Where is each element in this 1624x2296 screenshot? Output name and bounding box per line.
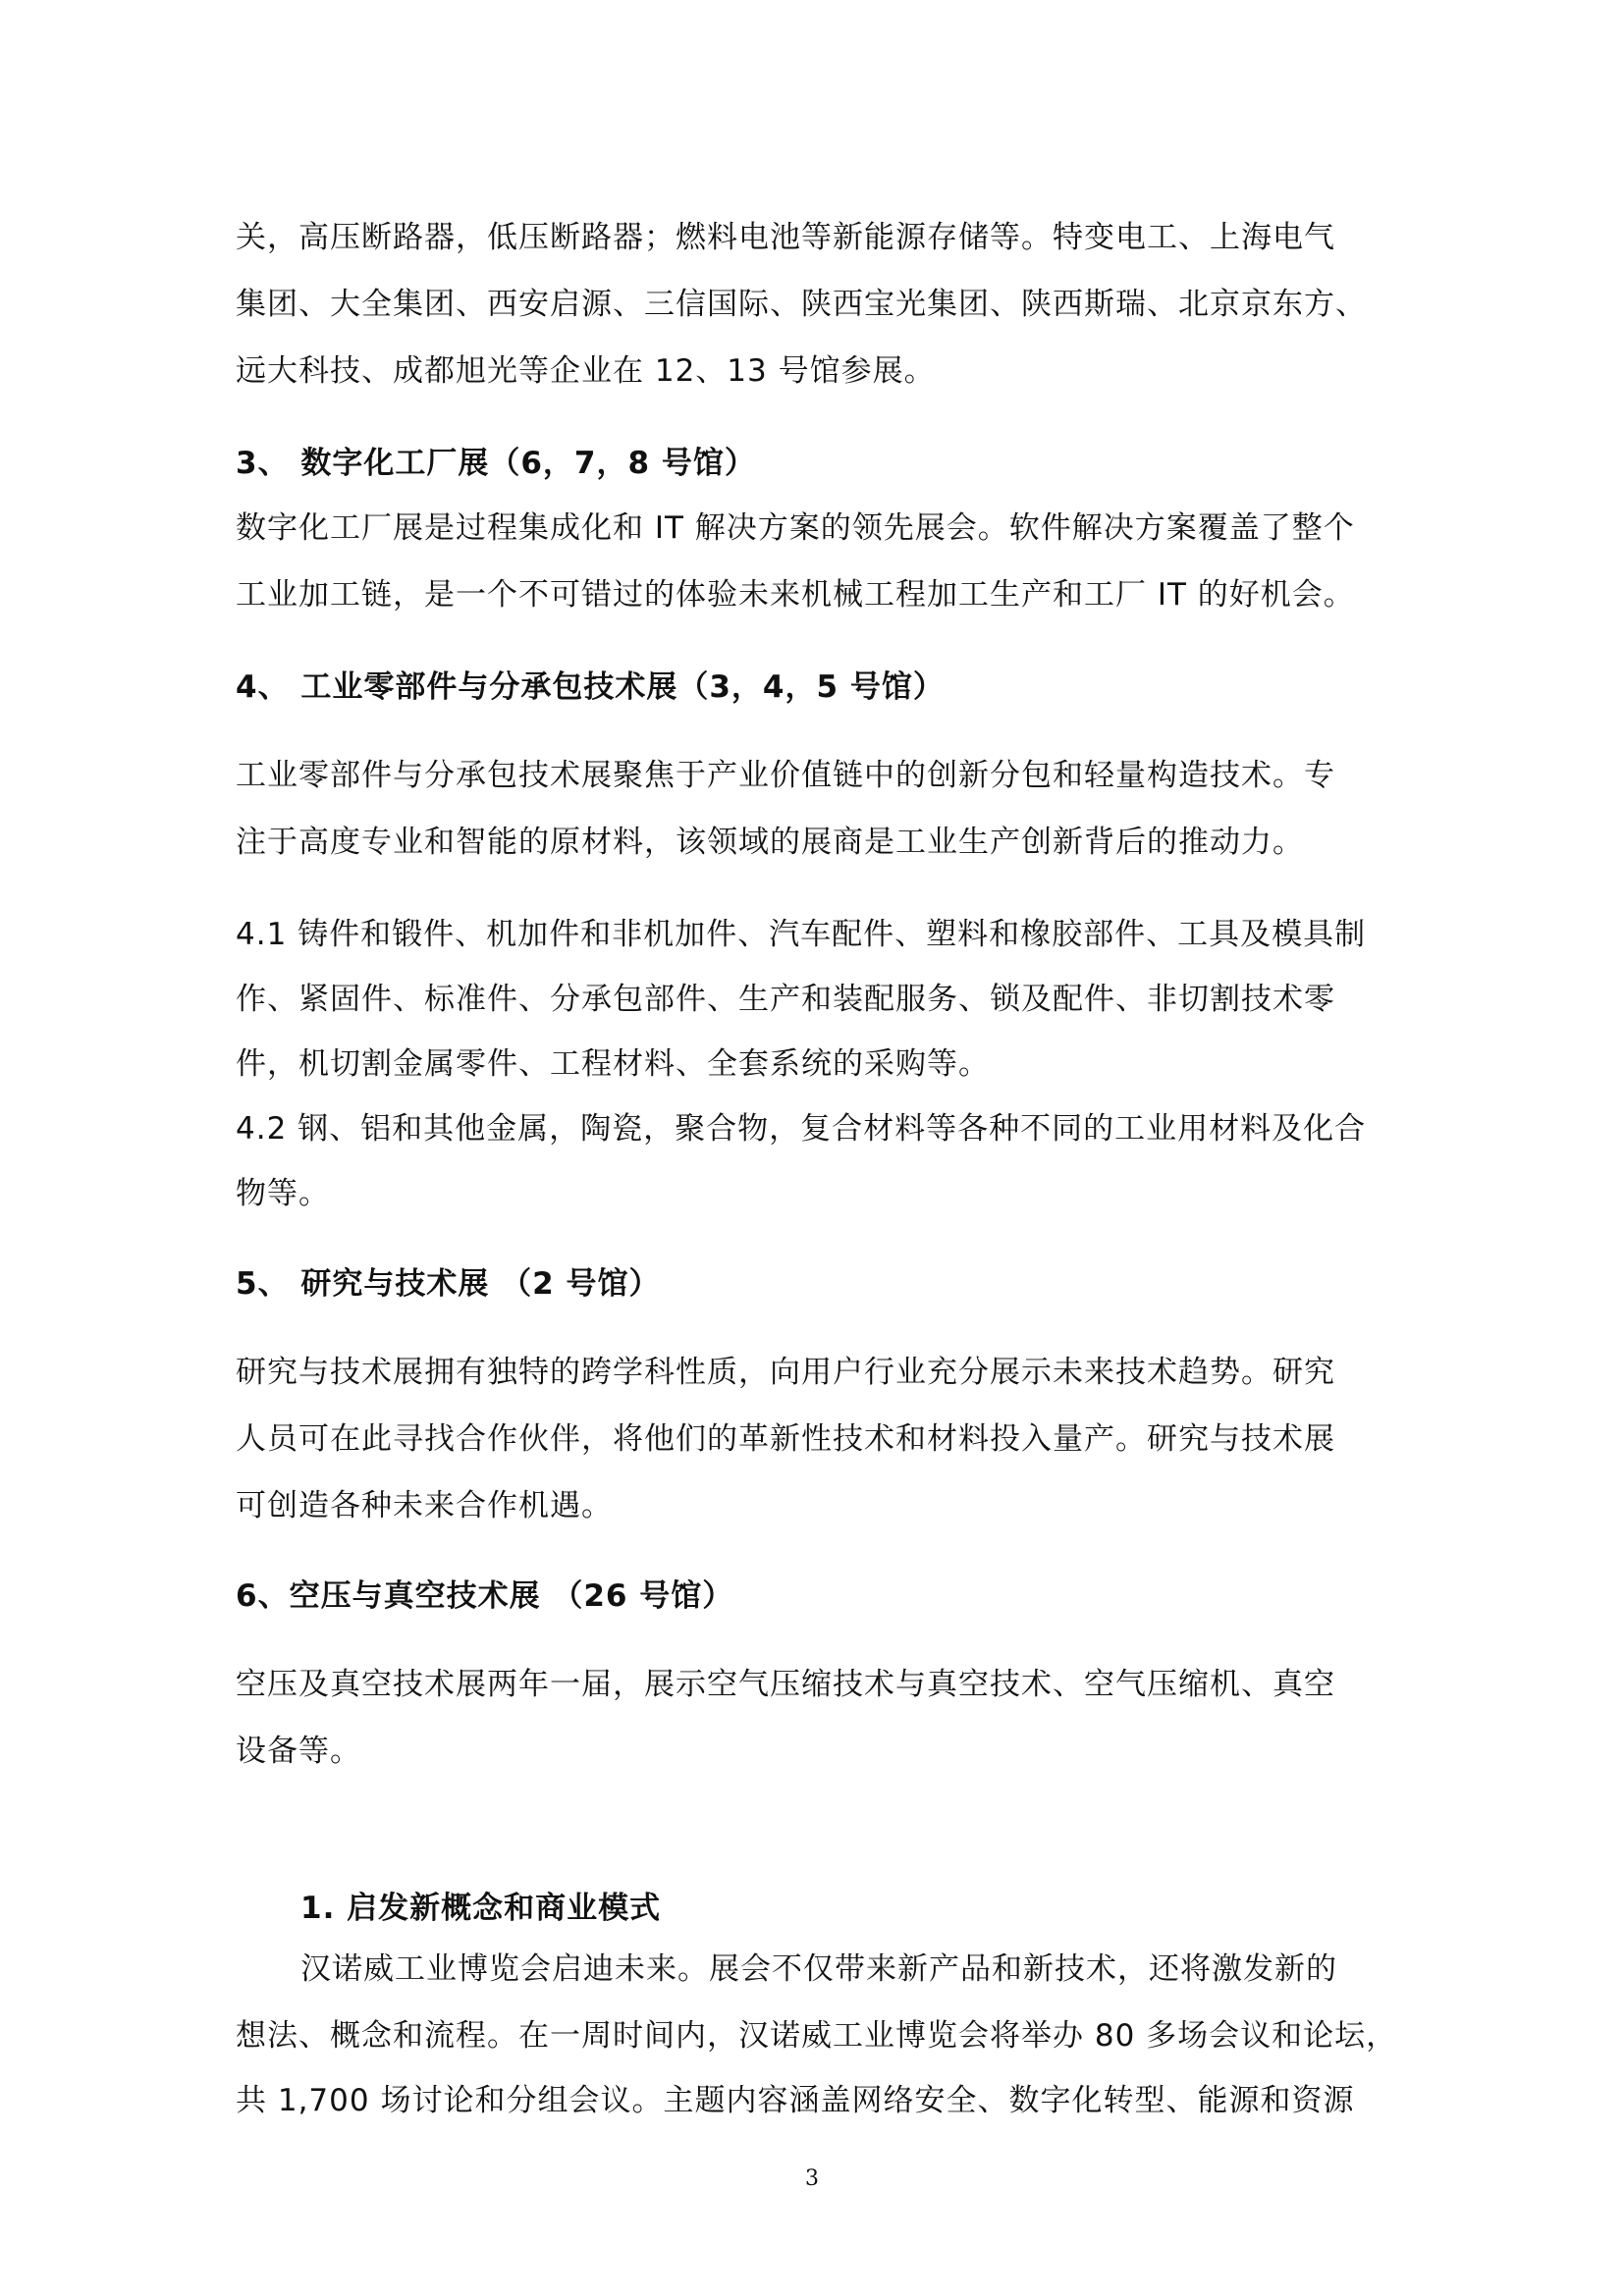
section5-heading: 5、 研究与技术展 （2 号馆） [236,1266,661,1302]
section4-line-1: 工业零部件与分承包技术展聚焦于产业价值链中的创新分包和轻量构造技术。专 [236,758,1335,793]
intro-line-2: 集团、大全集团、西安启源、三信国际、陕西宝光集团、陕西斯瑞、北京京东方、 [236,287,1367,322]
section4-line-2: 注于高度专业和智能的原材料，该领域的展商是工业生产创新背后的推动力。 [236,825,1304,860]
intro-line-1: 关，高压断路器，低压断路器；燃料电池等新能源存储等。特变电工、上海电气 [236,220,1335,255]
intro-line-3: 远大科技、成都旭光等企业在 12、13 号馆参展。 [236,353,936,389]
section3-heading: 3、 数字化工厂展（6，7，8 号馆） [236,446,756,481]
section5-line-3: 可创造各种未来合作机遇。 [236,1488,613,1523]
section4-item2-line-1: 4.2 钢、铝和其他金属，陶瓷，聚合物，复合材料等各种不同的工业用材料及化合 [236,1111,1367,1147]
section6-heading: 6、空压与真空技术展 （26 号馆） [236,1578,734,1614]
section6-line-2: 设备等。 [236,1734,361,1769]
section6-line-1: 空压及真空技术展两年一届，展示空气压缩技术与真空技术、空气压缩机、真空 [236,1667,1335,1702]
subsection1-line-2: 想法、概念和流程。在一周时间内，汉诺威工业博览会将举办 80 多场会议和论坛， [236,2018,1398,2054]
section5-line-2: 人员可在此寻找合作伙伴，将他们的革新性技术和材料投入量产。研究与技术展 [236,1421,1335,1457]
subsection1-line-1: 汉诺威工业博览会启迪未来。展会不仅带来新产品和新技术，还将激发新的 [300,1951,1337,1987]
subsection1-line-3: 共 1,700 场讨论和分组会议。主题内容涵盖网络安全、数字化转型、能源和资源 [236,2083,1355,2118]
section5-line-1: 研究与技术展拥有独特的跨学科性质，向用户行业充分展示未来技术趋势。研究 [236,1355,1335,1390]
section4-item1-line-3: 件，机切割金属零件、工程材料、全套系统的采购等。 [236,1046,990,1082]
section4-item1-line-1: 4.1 铸件和锻件、机加件和非机加件、汽车配件、塑料和橡胶部件、工具及模具制 [236,917,1367,952]
section4-item2-line-2: 物等。 [236,1176,330,1211]
section3-line-2: 工业加工链，是一个不可错过的体验未来机械工程加工生产和工厂 IT 的好机会。 [236,577,1355,613]
section3-line-1: 数字化工厂展是过程集成化和 IT 解决方案的领先展会。软件解决方案覆盖了整个 [236,510,1355,546]
subsection1-heading: 1. 启发新概念和商业模式 [300,1891,662,1926]
section4-item1-line-2: 作、紧固件、标准件、分承包部件、生产和装配服务、锁及配件、非切割技术零 [236,982,1335,1017]
page-number: 3 [805,2166,819,2191]
section4-heading: 4、 工业零部件与分承包技术展（3，4，5 号馆） [236,669,945,705]
